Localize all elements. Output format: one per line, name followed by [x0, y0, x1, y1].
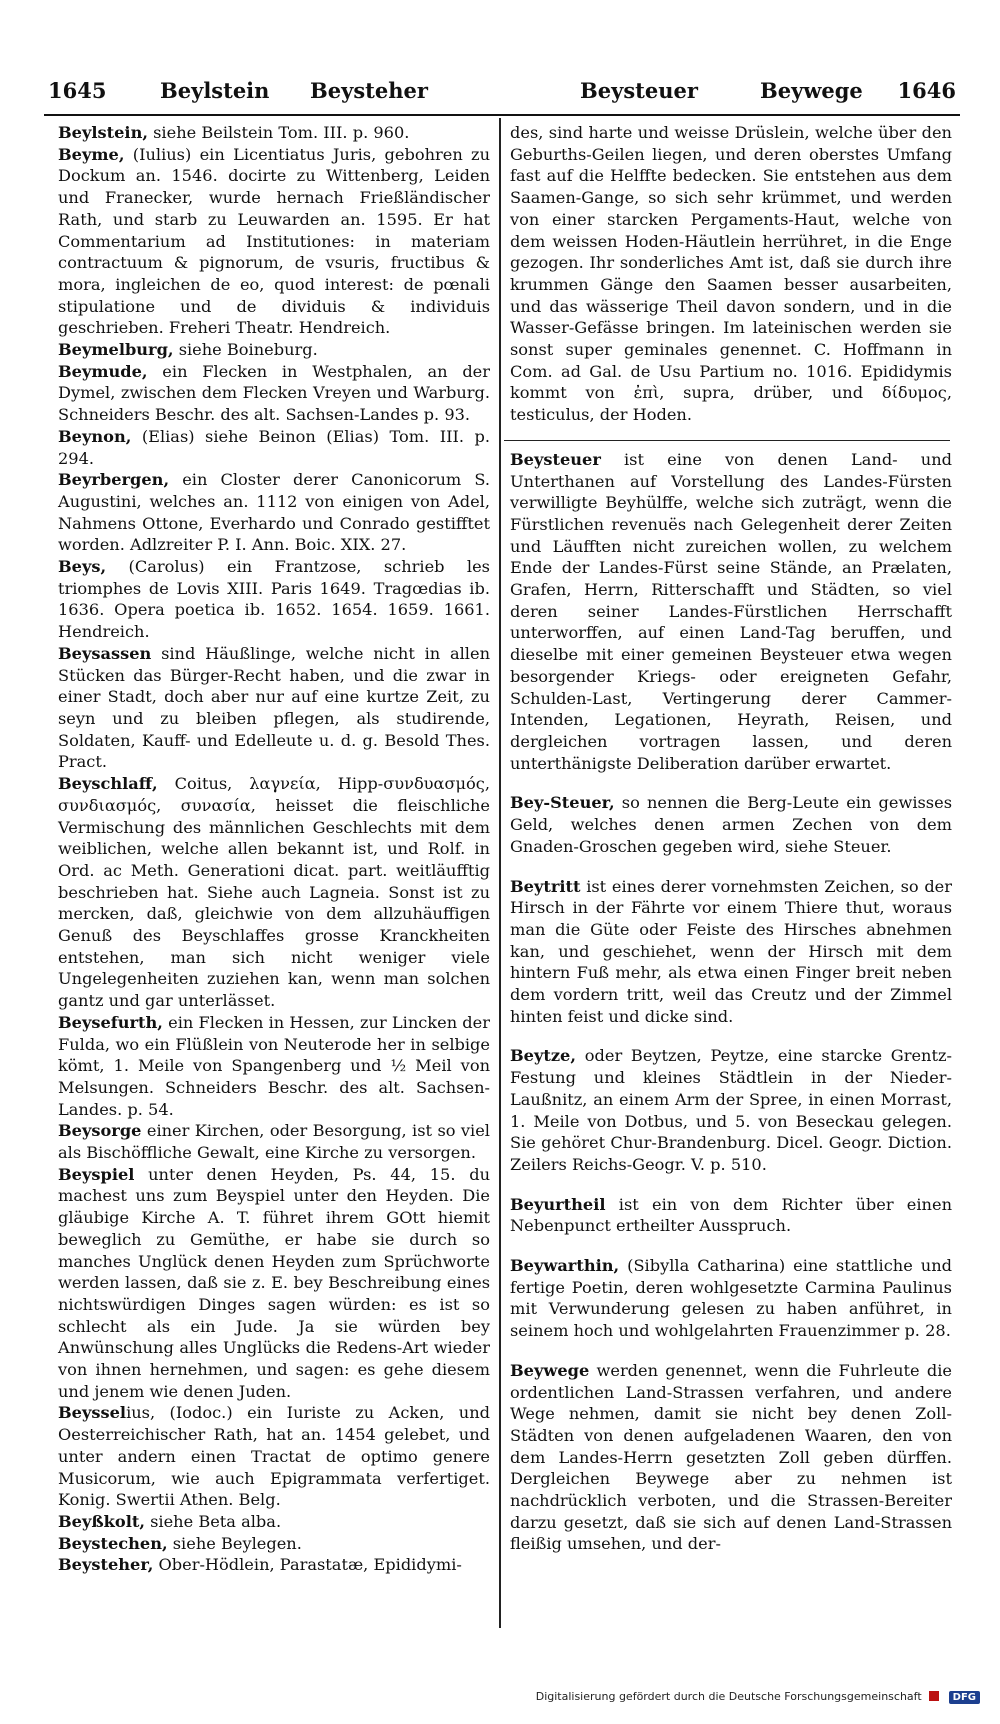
entry-term: Beytritt — [510, 876, 581, 896]
section-rule — [504, 440, 950, 441]
entry-term: Beysefurth, — [58, 1012, 163, 1032]
entry-term: Beylstein, — [58, 123, 148, 142]
entry-text: unter denen Heyden, Ps. 44, 15. du machest uns zum Beyspiel unter den Heyden. Die gläubige Kirche A. T. führet ihrem GOtt hiemit beweglich zu Gemüthe, er habe sie durch so manches Unglück denen Heyden zum Sprüchworte werden lassen, daß sie z. E. bey Beschreibung eines nichtswürdigen Dinges sagen würden: es ist so schlecht als ein Jude. Ja sie würden bey Anwünschung alles Unglücks die Redens-Art wieder von ihnen hernehmen, und sagen: es gehe diesem und jenem wie denen Juden. — [58, 1164, 490, 1401]
entry-text: siehe Beylegen. — [167, 1533, 302, 1553]
entry-text: ist eine von denen Land- und Unterthanen auf Vorstellung des Landes-Fürsten verwilligte Beyhülffe, welche sich zuträgt, wenn die Fürstlichen revenuës nach Gelegenheit derer Zeiten und Läufften nicht zureichen wollen, zu welchem Ende der Landes-Fürst seine Stände, an Prælaten, Grafen, Herrn, Ritterschafft und Städten, so viel deren seiner Landes-Fürstlichen Herrschafft unterworffen, auf einen Land-Tag beruffen, und dieselbe mit einer gemeinen Beysteuer etwa wegen besorgender Kriegs- oder ereigneten Gefahr, Schulden-Last, Vertingerung derer Cammer-Intenden, Legationen, Heyrath, Reisen, und dergleichen vortragen lassen, und deren unterthänigste Deliberation darüber erwartet. — [510, 449, 952, 773]
entry-term: Beyrbergen, — [58, 470, 170, 490]
entry-text: ein Flecken in Hessen, zur Lincken der Fulda, wo ein Flüßlein von Neuterode her in selbige kömt, 1. Meile von Spangenberg und ½ Meil von Melsungen. Schneiders Beschr. des alt. Sachsen-Landes. p. 54. — [58, 1012, 490, 1119]
dfg-logo-icon — [929, 1691, 939, 1701]
entry-text: siehe Boineburg. — [173, 340, 318, 360]
entry — [58, 1164, 490, 1403]
entry — [58, 1012, 490, 1121]
entry-term: Bey-Steuer, — [510, 793, 615, 813]
entry-text: (Carolus) ein Frantzose, schrieb les triomphes de Lovis XIII. Paris 1649. Tragœdias ib. 1636. Opera poetica ib. 1652. 1654. 1659. 1661. Hendreich. — [58, 557, 490, 642]
entry — [58, 1402, 490, 1511]
continuation-text: des, sind harte und weisse Drüslein, welche über den Geburths-Geilen liegen, und deren oberstes Umfang fast auf die Helffte bedecken. Sie entstehen aus dem Saamen-Gange, so sich sehr krümmet, und werden von einer starcken Pergaments-Haut, welche von dem weissen Hoden-Häutlein herrühret, in die Enge gezogen. Ihr sonderliches Amt ist, daß sie durch ihre krummen Gänge den Saamen besser ausarbeiten, und das wässerige Theil davon sondern, und in die Wasser-Gefässe bringen. Im lateinischen werden sie sonst super geminales genennet. C. Hoffmann in Com. ad Gal. de Usu Partium no. 1016. Epididymis kommt von ἐπὶ, supra, drüber, und δίδυμος, testiculus, der Hoden. — [510, 123, 952, 425]
entry-term: Beymude, — [58, 361, 148, 381]
guide-word-2: Beysteher — [310, 78, 428, 103]
entry-term: Beyme, — [58, 144, 125, 164]
entry-text: so nennen die Berg-Leute ein gewisses Geld, welches denen armen Zechen von dem Gnaden-Groschen gegeben wird, siehe Steuer. — [510, 793, 952, 856]
entry-term: Beysorge — [58, 1121, 142, 1141]
entry-term: Beyurtheil — [510, 1194, 606, 1214]
column-divider — [499, 118, 501, 1628]
entry-text: Coitus, λαγνεία, Hipp-συνδυασμός, συνδιασμός, συνασία, heisset die fleischliche Vermischung des männlichen Geschlechts mit dem weiblichen, welche allen bekannt ist, und Rolf. in Ord. ac Meth. Generationi dicat. part. weitläufftig beschrieben hat. Siehe auch Lagneia. Sonst ist zu mercken, daß, gleichwie von dem allzuhäuffigen Genuß des Beyschlaffes grosse Kranckheiten entstehen, man sich nicht weniger viele Ungelegenheiten zuziehen kan, wenn man solchen gantz und gar unterlässet. — [58, 774, 490, 1011]
entry-text: ein Flecken in Westphalen, an der Dymel, zwischen dem Flecken Vreyen und Warburg. Schneiders Beschr. des alt. Sachsen-Landes p. 93. — [58, 361, 490, 425]
entry-term: Beynon, — [58, 426, 132, 446]
entry-text: Ober-Hödlein, Parastatæ, Epididymi- — [153, 1555, 462, 1575]
entry — [58, 1554, 490, 1576]
entry — [58, 144, 490, 339]
entry-term: Beys, — [58, 557, 107, 577]
entry-term: Beyssel — [58, 1403, 127, 1423]
guide-word-3: Beysteuer — [580, 78, 698, 103]
entry-text: ius, (Iodoc.) ein Iuriste zu Acken, und Oesterreichischer Rath, hat an. 1454 gelebet, und unter andern einen Tractat de optimo genere Musicorum, wie auch Epigrammata verfertiget. Konig. Swertii Athen. Belg. — [58, 1403, 490, 1510]
entry-text: (Elias) siehe Beinon (Elias) Tom. III. p. 294. — [58, 426, 490, 468]
entry-term: Beyschlaff, — [58, 774, 158, 794]
digitization-credit — [536, 1690, 980, 1704]
entry — [58, 339, 490, 361]
entry-text: (Iulius) ein Licentiatus Juris, gebohren zu Dockum an. 1546. docirte zu Wittenberg, Leiden und Franecker, wurde hernach Frießländischer Rath, und starb zu Leuwarden an. 1595. Er hat Commentarium ad Institutiones: in materiam contractuum & pignorum, de vsuris, fructibus & mora, ingleichen de eo, quod interest: de pœnali stipulatione und de dividuis & individuis geschrieben. Freheri Theatr. Hendreich. — [58, 144, 490, 338]
entry — [58, 556, 490, 643]
entry-text: siehe Beta alba. — [144, 1512, 282, 1531]
entry-term: Beystechen, — [58, 1533, 168, 1553]
header-rule — [44, 114, 960, 116]
entry — [510, 792, 952, 857]
entry — [510, 449, 952, 775]
entry-text: ein Closter derer Canonicorum S. Augustini, welches an. 1112 von einigen von Adel, Nahmens Ottone, Everhardo und Conrado gestifftet worden. Adlzreiter P. I. Ann. Boic. XIX. 27. — [58, 470, 490, 555]
entry — [510, 1194, 952, 1237]
entry — [58, 122, 490, 144]
page-number-left: 1645 — [48, 78, 107, 103]
right-column — [510, 122, 952, 1555]
entry — [58, 1511, 490, 1533]
entry-term: Beyspiel — [58, 1164, 135, 1184]
entry — [510, 876, 952, 1028]
entry — [58, 643, 490, 773]
entry-text: werden genennet, wenn die Fuhrleute die ordentlichen Land-Strassen verfahren, und andere Wege nehmen, damit sie nicht bey denen Zoll-Städten von denen aufgeladenen Waaren, den von dem Landes-Herrn gesetzten Zoll geben dürffen. Dergleichen Beywege aber zu nehmen ist nachdrücklich verboten, und die Strassen-Bereiter darzu gesetzt, daß sie sich auf denen Land-Strassen fleißig umsehen, und der- — [510, 1360, 952, 1554]
page-number-right: 1646 — [897, 78, 956, 103]
left-column — [58, 122, 490, 1576]
entry-text: siehe Beilstein Tom. III. p. 960. — [147, 123, 410, 142]
entry-text: ist ein von dem Richter über einen Nebenpunct ertheilter Ausspruch. — [510, 1194, 952, 1236]
entry-text: sind Häußlinge, welche nicht in allen Stücken das Bürger-Recht haben, und die zwar in einer Stadt, doch aber nur auf eine kurtze Zeit, zu seyn und zu bleiben pflegen, als studirende, Soldaten, Kauff- und Edelleute u. d. g. Besold Thes. Pract. — [58, 643, 490, 772]
entry — [510, 1045, 952, 1175]
entry-term: Beysassen — [58, 643, 152, 663]
entry-text: ist eines derer vornehmsten Zeichen, so der Hirsch in der Fährte vor einem Thiere thut, woraus man die Güte oder Feiste des Hirsches abnehmen kan, und geschiehet, wenn der Hirsch mit dem hintern Fuß mehr, als etwa einen Finger breit neben dem vordern tritt, weil das Creutz und der Zimmel hinten feist und dicke sind. — [510, 876, 952, 1026]
entry-term: Beytze, — [510, 1046, 576, 1066]
entry — [58, 1533, 490, 1555]
entry — [58, 469, 490, 556]
credit-text: Digitalisierung gefördert durch die Deutsche Forschungsgemeinschaft — [535, 1690, 922, 1703]
entry-term: Beysteuer — [510, 449, 601, 469]
entry — [510, 1360, 952, 1555]
guide-word-4: Beywege — [760, 78, 863, 103]
entry-term: Beywege — [510, 1360, 590, 1380]
entry-text: oder Beytzen, Peytze, eine starcke Grentz-Festung und kleines Städtlein in der Nieder-Laußnitz, an einem Arm der Spree, in einen Morrast, 1. Meile von Dotbus, und 5. von Beseckau gelegen. Sie gehöret Chur-Brandenburg. Dicel. Geogr. Diction. Zeilers Reichs-Geogr. V. p. 510. — [510, 1046, 952, 1174]
entry-term: Beymelburg, — [58, 340, 174, 360]
entry — [58, 1120, 490, 1163]
entry-term: Beywarthin, — [510, 1256, 620, 1276]
entry — [58, 361, 490, 426]
guide-word-1: Beylstein — [160, 78, 270, 103]
dfg-badge: DFG — [949, 1691, 980, 1704]
entry-text: (Sibylla Catharina) eine stattliche und fertige Poetin, deren wohlgesetzte Carmina Paulinus mit Verwunderung gelesen zu haben anführet, in seinem hoch und wohlgelahrten Frauenzimmer p. 28. — [510, 1256, 952, 1341]
entry — [58, 773, 490, 1012]
entry — [510, 1255, 952, 1342]
entry-text: einer Kirchen, oder Besorgung, ist so viel als Bischöffliche Gewalt, eine Kirche zu versorgen. — [58, 1121, 490, 1163]
entry — [58, 426, 490, 469]
running-header — [40, 78, 960, 110]
entry-term: Beysteher, — [58, 1555, 154, 1575]
entry-term: Beyßkolt, — [58, 1512, 145, 1531]
